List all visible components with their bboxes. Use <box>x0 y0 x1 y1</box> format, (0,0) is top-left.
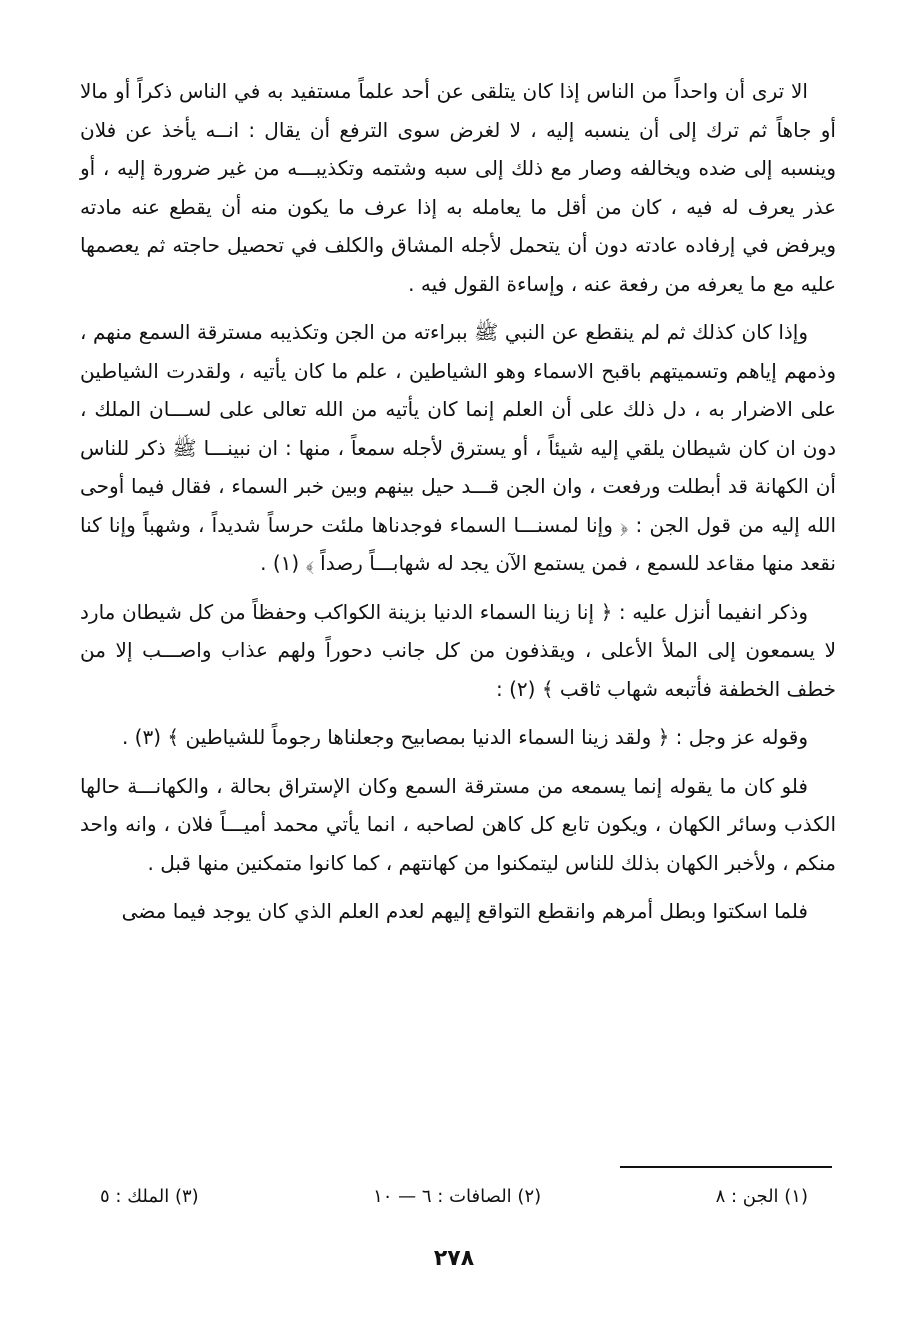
paragraph-6: فلما اسكتوا وبطل أمرهم وانقطع التواقع إليهم لعدم العلم الذي كان يوجد فيما مضى <box>121 899 808 923</box>
paragraph-2: وإذا كان كذلك ثم لم ينقطع عن النبي ﷺ ببراءته من الجن وتكذيبه مسترقة السمع منهم ، وذمهم إياهم وتسميتهم باقبح الاسماء وهو الشياطين ، علم ما كان يأتيه ، ولقدرت الشياطين على الاضرار به ، دل ذلك على أن العلم إنما كان يأتيه من الله تعالى على لســـان الملك ، دون ان كان شيطان يلقي إليه شيئاً ، أو يسترق لأجله سمعاً ، منها : ان نبينـــا ﷺ ذكر للناس أن الكهانة قد أبطلت ورفعت ، وان الجن قـــد حيل بينهم وبين خبر السماء ، فقال فيما أوحى الله إليه من قول الجن : ﴿ وإنا لمسنـــا السماء فوجدناها ملئت حرساً شديداً ، وشهباً وإنا كنا نقعد منها مقاعد للسمع ، فمن يستمع الآن يجد له شهابـــاً رصداً ﴾ (١) . <box>80 320 836 575</box>
page-body-text <box>80 72 836 941</box>
paragraph-1: الا ترى أن واحداً من الناس إذا كان يتلقى عن أحد علماً مستفيد به في الناس ذكراً أو مالا أو جاهاً ثم ترك إلى أن ينسبه إليه ، لا لغرض سوى الترفع أن يقال : انــه يأخذ عن فلان وينسبه إلى ضده ويخالفه وصار مع ذلك إلى سبه وشتمه وتكذيبـــه من غير ضرورة إليه ، أو عذر يعرف له فيه ، كان من أقل ما يعامله به إذا عرف ما يكون منه أن يقطع عنه مادته ويرفض في إرفاده عادته دون أن يتحمل لأجله المشاق والكلف في تحصيل حاجته ثم يعصمها عليه مع ما يعرفه من رفعة عنه ، وإساءة القول فيه . <box>80 79 836 296</box>
footnote-divider <box>620 1166 832 1168</box>
footnote-1: (١) الجن : ٨ <box>715 1186 808 1207</box>
paragraph-5: فلو كان ما يقوله إنما يسمعه من مسترقة السمع وكان الإستراق بحالة ، والكهانـــة حالها الكذب وسائر الكهان ، ويكون تابع كل كاهن لصاحبه ، انما يأتي محمد أميـــاً فلان ، وانه واحد منكم ، ولأخبر الكهان بذلك للناس ليتمكنوا من كهانتهم ، كما كانوا متمكنين منها قبل . <box>80 773 836 875</box>
footnote-3: (٣) الملك : ٥ <box>100 1186 199 1207</box>
footnotes <box>100 1183 808 1211</box>
paragraph-3: وذكر انفيما أنزل عليه : ﴿ إنا زينا السماء الدنيا بزينة الكواكب وحفظاً من كل شيطان مارد لا يسمعون إلى الملأ الأعلى ، ويقذفون من كل جانب دحوراً ولهم عذاب واصـــب إلا من خطف الخطفة فأتبعه شهاب ثاقب ﴾ (٢) : <box>80 599 836 701</box>
paragraph-4: وقوله عز وجل : ﴿ ولقد زينا السماء الدنيا بمصابيح وجعلناها رجوماً للشياطين ﴾ (٣) . <box>121 725 808 749</box>
footnote-2: (٢) الصافات : ٦ — ١٠ <box>373 1186 542 1207</box>
page-number: ٢٧٨ <box>433 1246 475 1271</box>
